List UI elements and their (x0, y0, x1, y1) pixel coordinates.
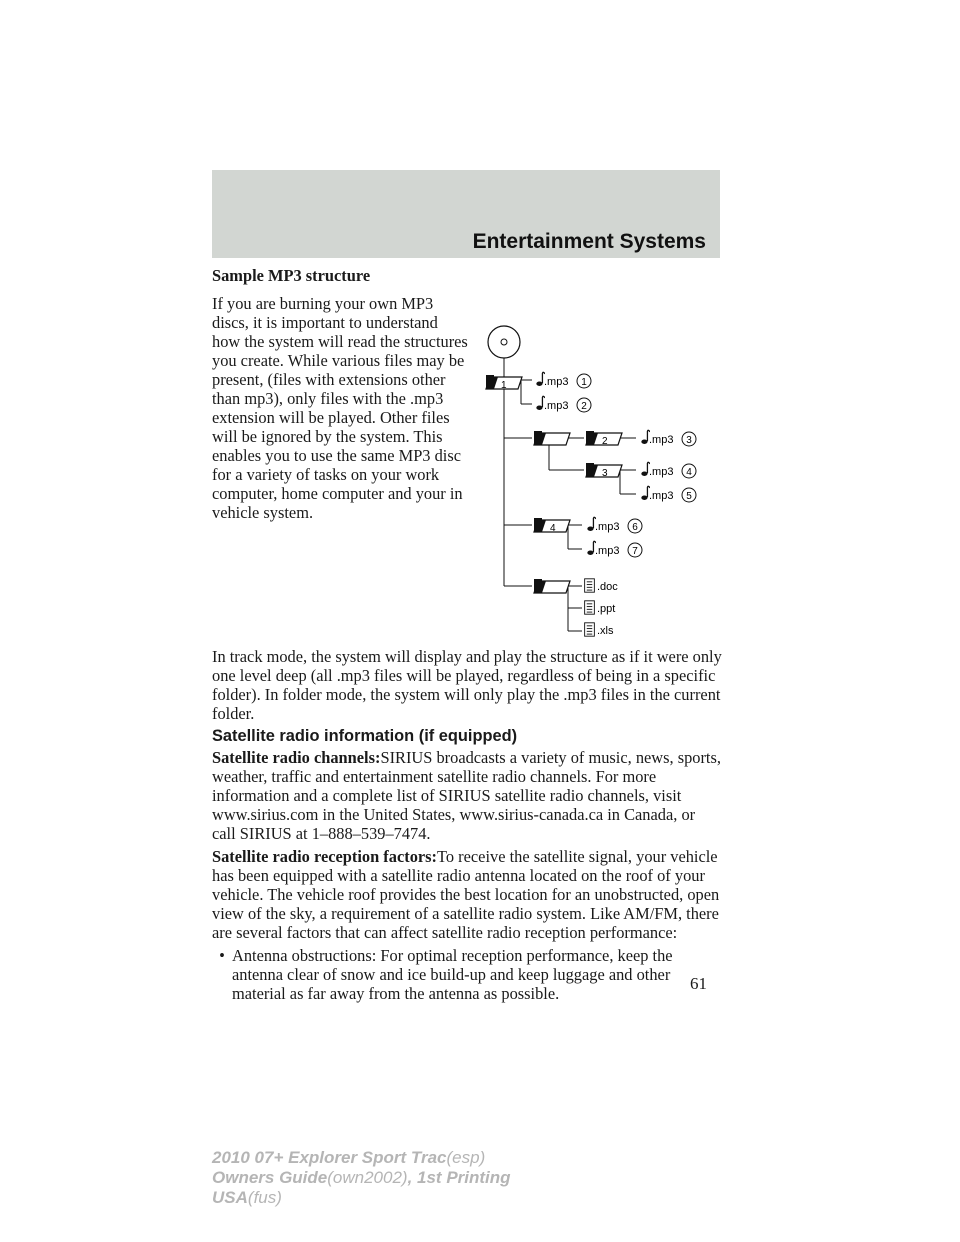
svg-text:.mp3: .mp3 (544, 376, 569, 388)
section-header-band (212, 170, 720, 258)
svg-text:.mp3: .mp3 (649, 490, 674, 502)
factors-text: To receive the satellite signal, your vehicle has been equipped with a satellite radio antenna located on the roof of your vehicle. The vehicle roof provides the best location for an unobstructed, open view of the sky, a requirement of a satellite radio system. Like AM/FM, there are several factors that can affect satellite radio reception performance: (212, 847, 720, 942)
track-number: 1 (581, 377, 587, 388)
mp3-file (536, 372, 591, 388)
document-icon (585, 601, 595, 614)
folder-icon (534, 579, 570, 593)
document-icon (585, 579, 595, 592)
mp3-file (587, 541, 642, 557)
track-mode-paragraph: In track mode, the system will display and play the structure as if it were only one level deep (all .mp3 files will be played, regardless of being in a specific folder). In folder mode, the system will only play the .mp3 files in the current folder. (212, 647, 722, 723)
svg-text:.mp3: .mp3 (595, 521, 620, 533)
folder-label: 4 (550, 523, 556, 534)
factors-label: Satellite radio reception factors: (212, 847, 438, 866)
page-content (212, 266, 722, 1003)
track-number: 2 (581, 401, 587, 412)
folder-icon (586, 431, 622, 447)
mp3-file (641, 462, 696, 478)
mp3-intro-paragraph: If you are burning your own MP3 discs, it is important to understand how the system will read the structures you create. While various files may be present, (files with extensions other than mp3), only files with the .mp3 extension will be played. Other files will be ignored by the system. This enables you to use the same MP3 disc for a variety of tasks on your work computer, home computer and your in vehicle system. (212, 294, 468, 522)
folder-icon (586, 463, 622, 479)
footer (212, 1148, 511, 1208)
other-file (585, 623, 614, 637)
footer-line: USA(fus) (212, 1188, 282, 1207)
footer-line: Owners Guide(own2002), 1st Printing (212, 1168, 511, 1187)
track-number: 6 (632, 522, 638, 533)
folder-icon (486, 375, 522, 391)
svg-text:.mp3: .mp3 (595, 545, 620, 557)
svg-text:.xls: .xls (597, 625, 614, 637)
bullet-icon: • (219, 946, 225, 965)
reception-factors-paragraph (212, 847, 722, 942)
track-number: 4 (686, 467, 692, 478)
svg-text:.mp3: .mp3 (649, 434, 674, 446)
page-number: 61 (690, 974, 707, 993)
svg-text:.ppt: .ppt (597, 603, 616, 615)
svg-text:.mp3: .mp3 (544, 400, 569, 412)
channels-label: Satellite radio channels: (212, 748, 381, 767)
disc-icon (488, 326, 520, 358)
folder-icon (534, 518, 570, 534)
other-file (585, 579, 619, 593)
mp3-file (641, 430, 696, 446)
svg-text:.mp3: .mp3 (649, 466, 674, 478)
track-number: 7 (632, 546, 638, 557)
section-title: Entertainment Systems (472, 230, 706, 253)
mp3-file (641, 486, 696, 502)
mp3-structure-diagram (484, 322, 724, 640)
bullet-text: Antenna obstructions: For optimal reception performance, keep the antenna clear of snow and ice build-up and keep luggage and other material as far away from the antenna as possible. (232, 946, 673, 1003)
folder-label: 2 (602, 436, 608, 447)
track-number: 5 (686, 491, 692, 502)
other-file (585, 601, 616, 615)
mp3-structure-heading: Sample MP3 structure (212, 266, 371, 285)
channels-text: SIRIUS broadcasts a variety of music, news, sports, weather, traffic and entertainment satellite radio channels. For more information and a complete list of SIRIUS satellite radio channels, visit www.sirius.com in the United States, www.sirius-canada.ca in Canada, or call SIRIUS at 1–888–539–7474. (212, 748, 721, 843)
svg-text:.doc: .doc (597, 581, 618, 593)
folder-label: 3 (602, 468, 608, 479)
document-icon (585, 623, 595, 636)
track-number: 3 (686, 435, 692, 446)
mp3-structure-section (212, 294, 722, 639)
satellite-heading: Satellite radio information (if equipped) (212, 727, 518, 745)
folder-label: 1 (501, 380, 507, 391)
bullet-item (212, 946, 722, 1003)
satellite-channels-paragraph (212, 748, 722, 843)
folder-icon (534, 431, 570, 445)
mp3-file (587, 517, 642, 533)
mp3-file (536, 396, 591, 412)
footer-line: 2010 07+ Explorer Sport Trac(esp) (212, 1148, 486, 1167)
